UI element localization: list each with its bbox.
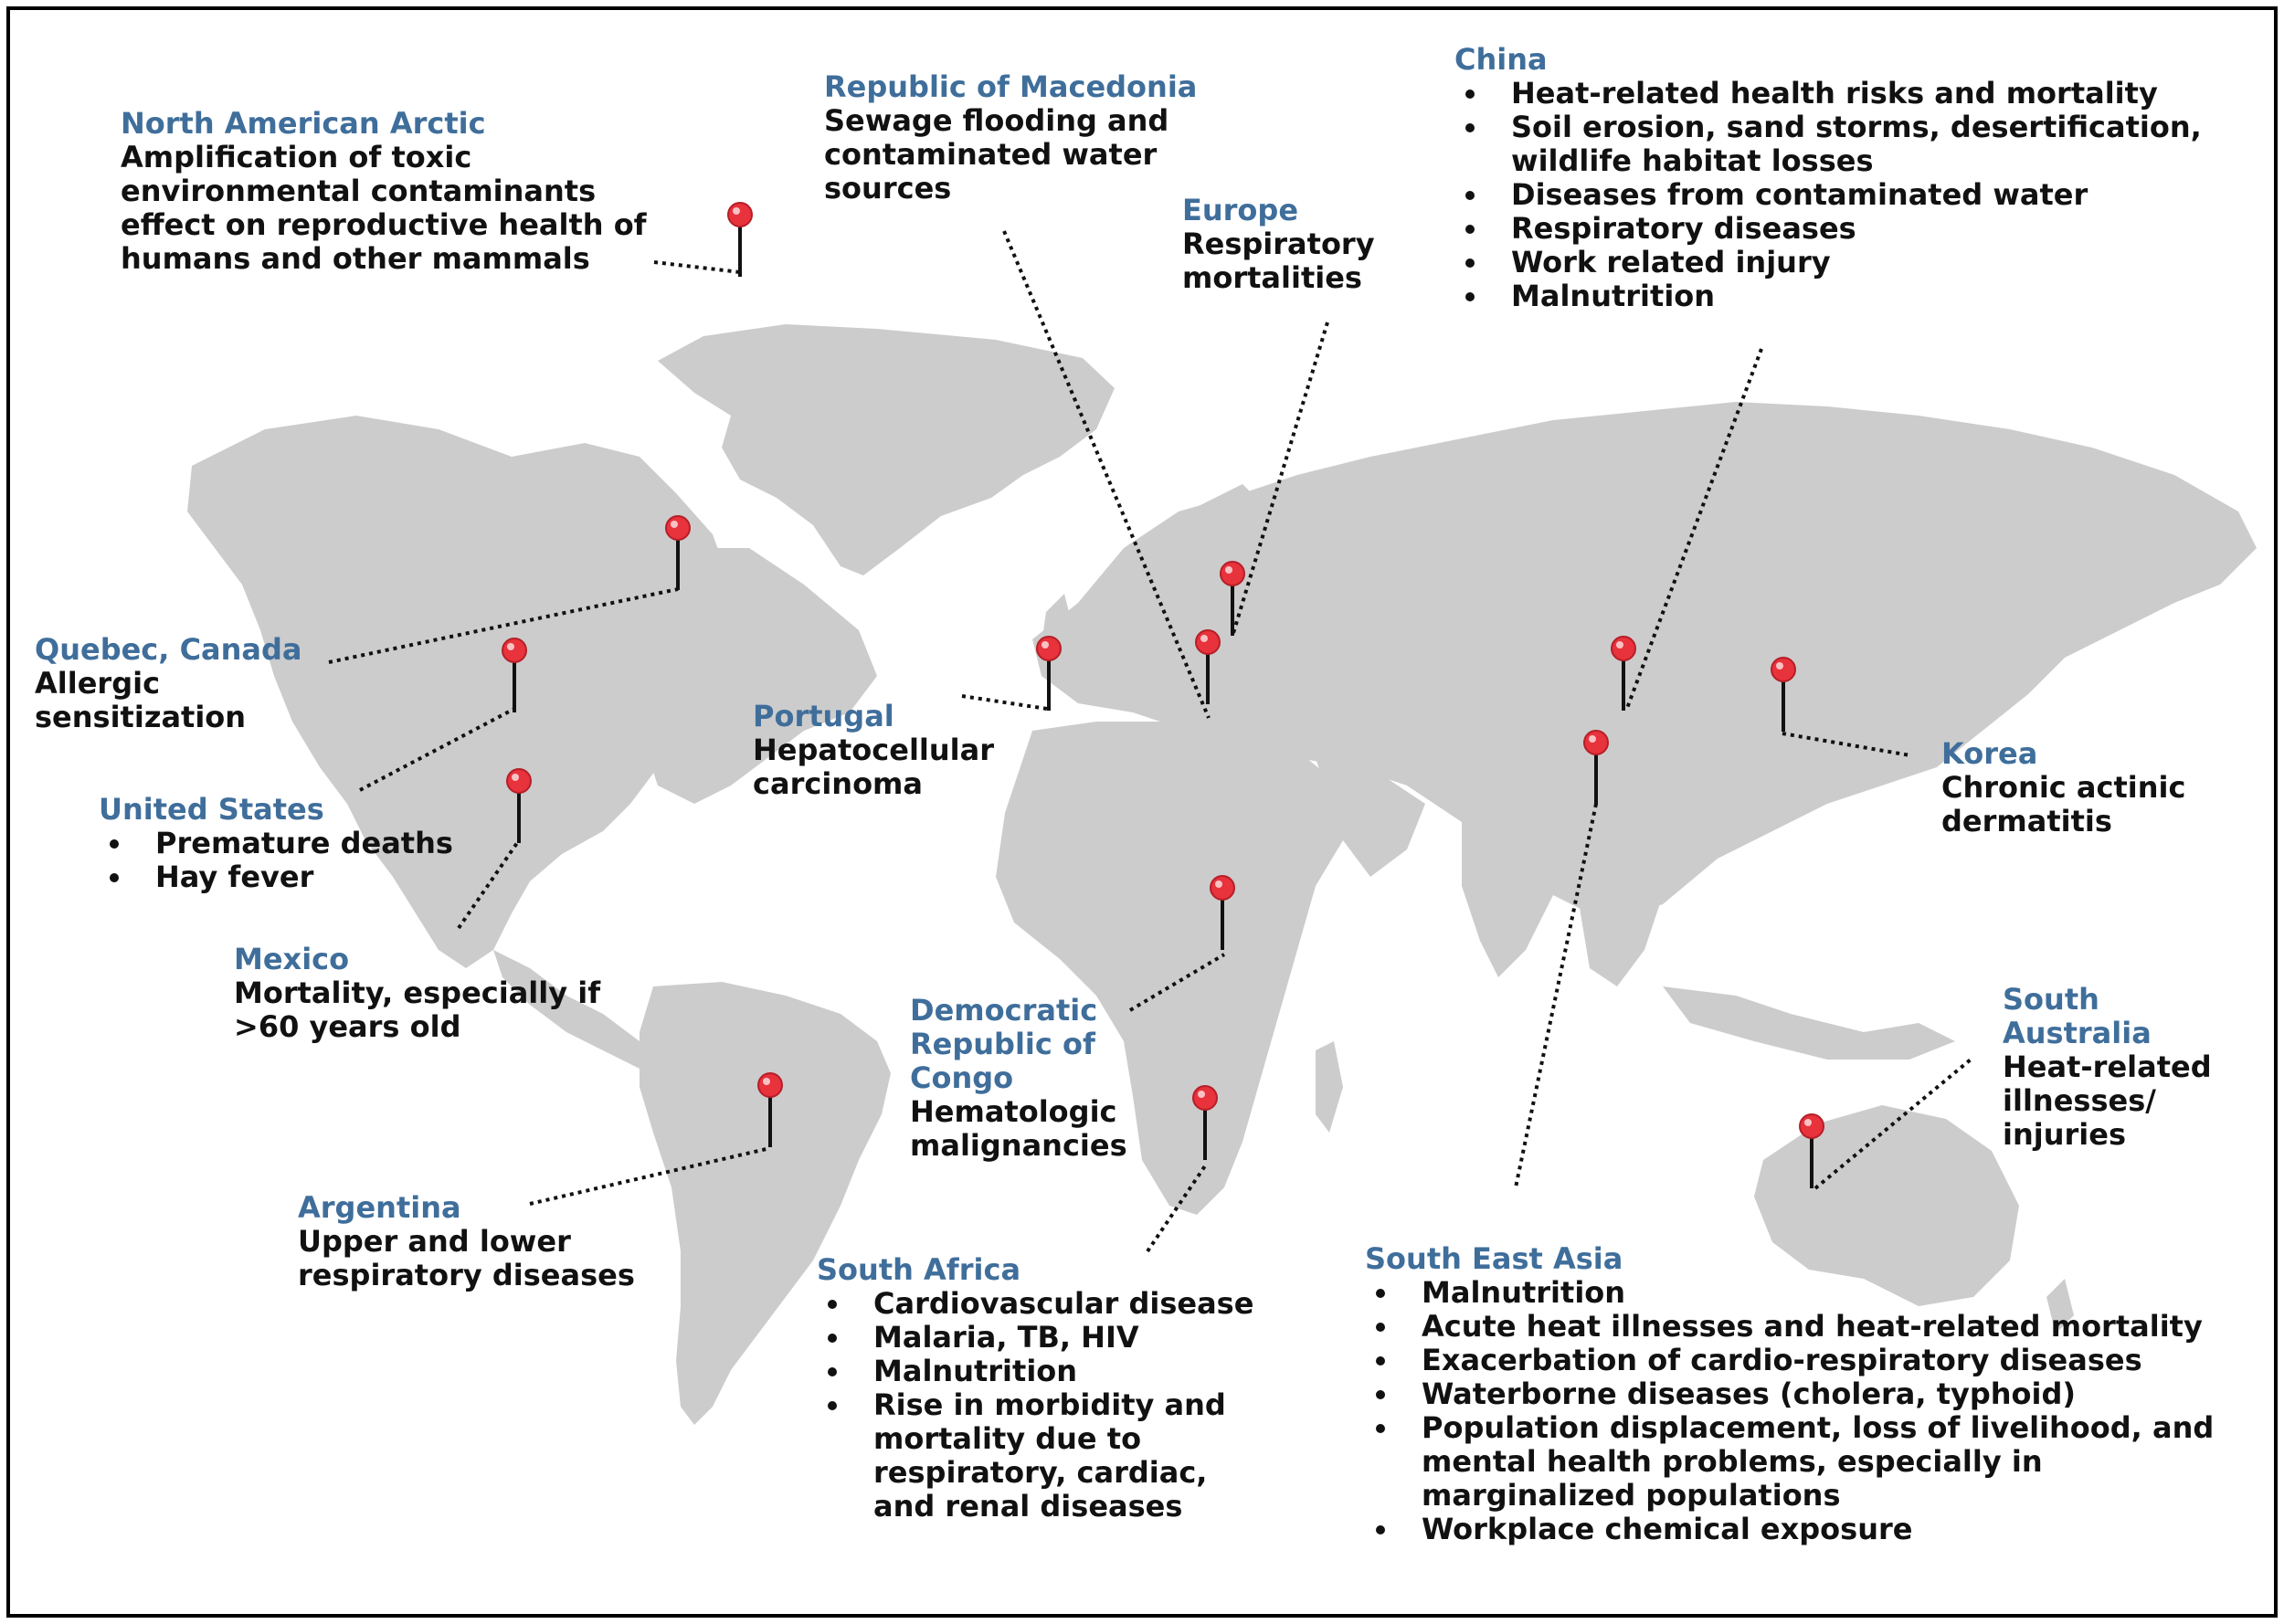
- region-text: Hematologic malignancies: [910, 1094, 1127, 1163]
- region-title: South East Asia: [1365, 1241, 1623, 1276]
- list-item: Hay fever: [155, 860, 482, 894]
- pin-highlight: [1804, 1119, 1812, 1126]
- list-item: Premature deaths: [155, 827, 482, 860]
- pin-head: [1211, 876, 1234, 900]
- label-united-states: [99, 793, 482, 894]
- region-title: Europe: [1182, 193, 1299, 227]
- list-item: Soil erosion, sand storms, desertification, wildlife habitat losses: [1511, 111, 2204, 178]
- region-text: Upper and lower respiratory diseases: [298, 1224, 635, 1292]
- list-item: Heat-related health risks and mortality: [1511, 77, 2204, 111]
- region-title: South Australia: [2003, 982, 2152, 1050]
- label-mexico: [234, 943, 618, 1044]
- pin-highlight: [671, 521, 678, 528]
- region-title: Quebec, Canada: [35, 632, 302, 667]
- pin-highlight: [1776, 662, 1783, 670]
- region-title: South Africa: [817, 1252, 1021, 1287]
- region-title: Portugal: [753, 699, 894, 733]
- pin-head: [1196, 630, 1220, 654]
- region-title: Korea: [1941, 736, 2038, 771]
- pin-highlight: [1616, 641, 1623, 649]
- region-text: Heat-related illnesses/ injuries: [2003, 1049, 2212, 1152]
- region-text: Allergic sensitization: [35, 666, 247, 734]
- list-item: Acute heat illnesses and heat-related mortality: [1422, 1310, 2242, 1344]
- label-argentina: [298, 1191, 682, 1292]
- list-item: Malnutrition: [1422, 1276, 2242, 1310]
- region-list: [817, 1287, 1255, 1524]
- pin-head: [666, 516, 690, 540]
- label-quebec: [35, 633, 327, 734]
- pin-head: [1221, 562, 1244, 585]
- pin-head: [507, 769, 531, 793]
- pin-highlight: [1200, 635, 1208, 642]
- label-south-east-asia: [1365, 1242, 2242, 1546]
- list-item: Malaria, TB, HIV: [873, 1321, 1255, 1355]
- list-item: Work related injury: [1511, 246, 2204, 279]
- pin-north-american-arctic: [728, 203, 752, 277]
- pin-highlight: [1589, 735, 1596, 743]
- region-list: [1454, 77, 2204, 313]
- label-korea: [1941, 737, 2215, 838]
- label-portugal: [753, 700, 1054, 801]
- region-title: Democratic Republic of Congo: [910, 993, 1098, 1095]
- list-item: Rise in morbidity and mortality due to respiratory, cardiac, and renal diseases: [873, 1388, 1255, 1524]
- list-item: Malnutrition: [1511, 279, 2204, 313]
- pin-head: [1771, 658, 1795, 681]
- label-north-american-arctic: [121, 107, 650, 276]
- pin-head: [1037, 637, 1061, 660]
- landmass-india: [1462, 822, 1571, 977]
- label-china: [1454, 43, 2204, 313]
- leader-north-american-arctic: [654, 262, 740, 272]
- region-list: [99, 827, 482, 894]
- list-item: Population displacement, loss of livelihood, and mental health problems, especially in marginalized populations: [1422, 1411, 2242, 1513]
- pin-head: [1612, 637, 1635, 660]
- region-title: Argentina: [298, 1190, 461, 1225]
- region-text: Chronic actinic dermatitis: [1941, 770, 2186, 838]
- region-title: North American Arctic: [121, 106, 486, 141]
- region-list: [1365, 1276, 2242, 1546]
- pin-highlight: [507, 643, 514, 650]
- list-item: Exacerbation of cardio-respiratory diseases: [1422, 1344, 2242, 1377]
- pin-head: [1584, 731, 1608, 754]
- pin-highlight: [512, 774, 519, 781]
- pin-head: [758, 1073, 782, 1097]
- label-europe: [1182, 194, 1392, 295]
- pin-highlight: [733, 207, 740, 215]
- pin-head: [1193, 1086, 1217, 1110]
- label-south-africa: [817, 1253, 1255, 1524]
- pin-highlight: [1198, 1091, 1205, 1098]
- region-title: Republic of Macedonia: [824, 69, 1198, 104]
- region-text: Amplification of toxic environmental contaminants effect on reproductive health of humans and other mammals: [121, 140, 647, 276]
- list-item: Waterborne diseases (cholera, typhoid): [1422, 1377, 2242, 1411]
- list-item: Cardiovascular disease: [873, 1286, 1254, 1321]
- pin-head: [728, 203, 752, 227]
- landmass-madagascar: [1316, 1041, 1343, 1133]
- region-text: Sewage flooding and contaminated water sources: [824, 103, 1169, 206]
- list-item: Workplace chemical exposure: [1422, 1513, 2242, 1546]
- pin-head: [502, 638, 526, 662]
- pin-highlight: [1225, 566, 1232, 574]
- landmass-greenland: [658, 324, 1115, 575]
- region-text: Mortality, especially if >60 years old: [234, 975, 601, 1044]
- list-item: Diseases from contaminated water: [1511, 178, 2204, 212]
- list-item: Respiratory diseases: [1511, 212, 2204, 246]
- pin-highlight: [1215, 881, 1222, 888]
- label-south-australia: [2003, 983, 2231, 1152]
- region-title: Mexico: [234, 942, 350, 976]
- list-item: Malnutrition: [873, 1355, 1255, 1388]
- region-title: China: [1454, 42, 1548, 77]
- landmass-indonesia: [1663, 986, 1955, 1060]
- pin-head: [1800, 1114, 1824, 1138]
- label-drc: [910, 994, 1129, 1163]
- pin-highlight: [763, 1078, 770, 1085]
- region-text: Respiratory mortalities: [1182, 227, 1375, 295]
- region-text: Hepatocellular carcinoma: [753, 733, 994, 801]
- label-macedonia: [824, 70, 1226, 206]
- pin-highlight: [1042, 641, 1049, 649]
- region-title: United States: [99, 792, 324, 827]
